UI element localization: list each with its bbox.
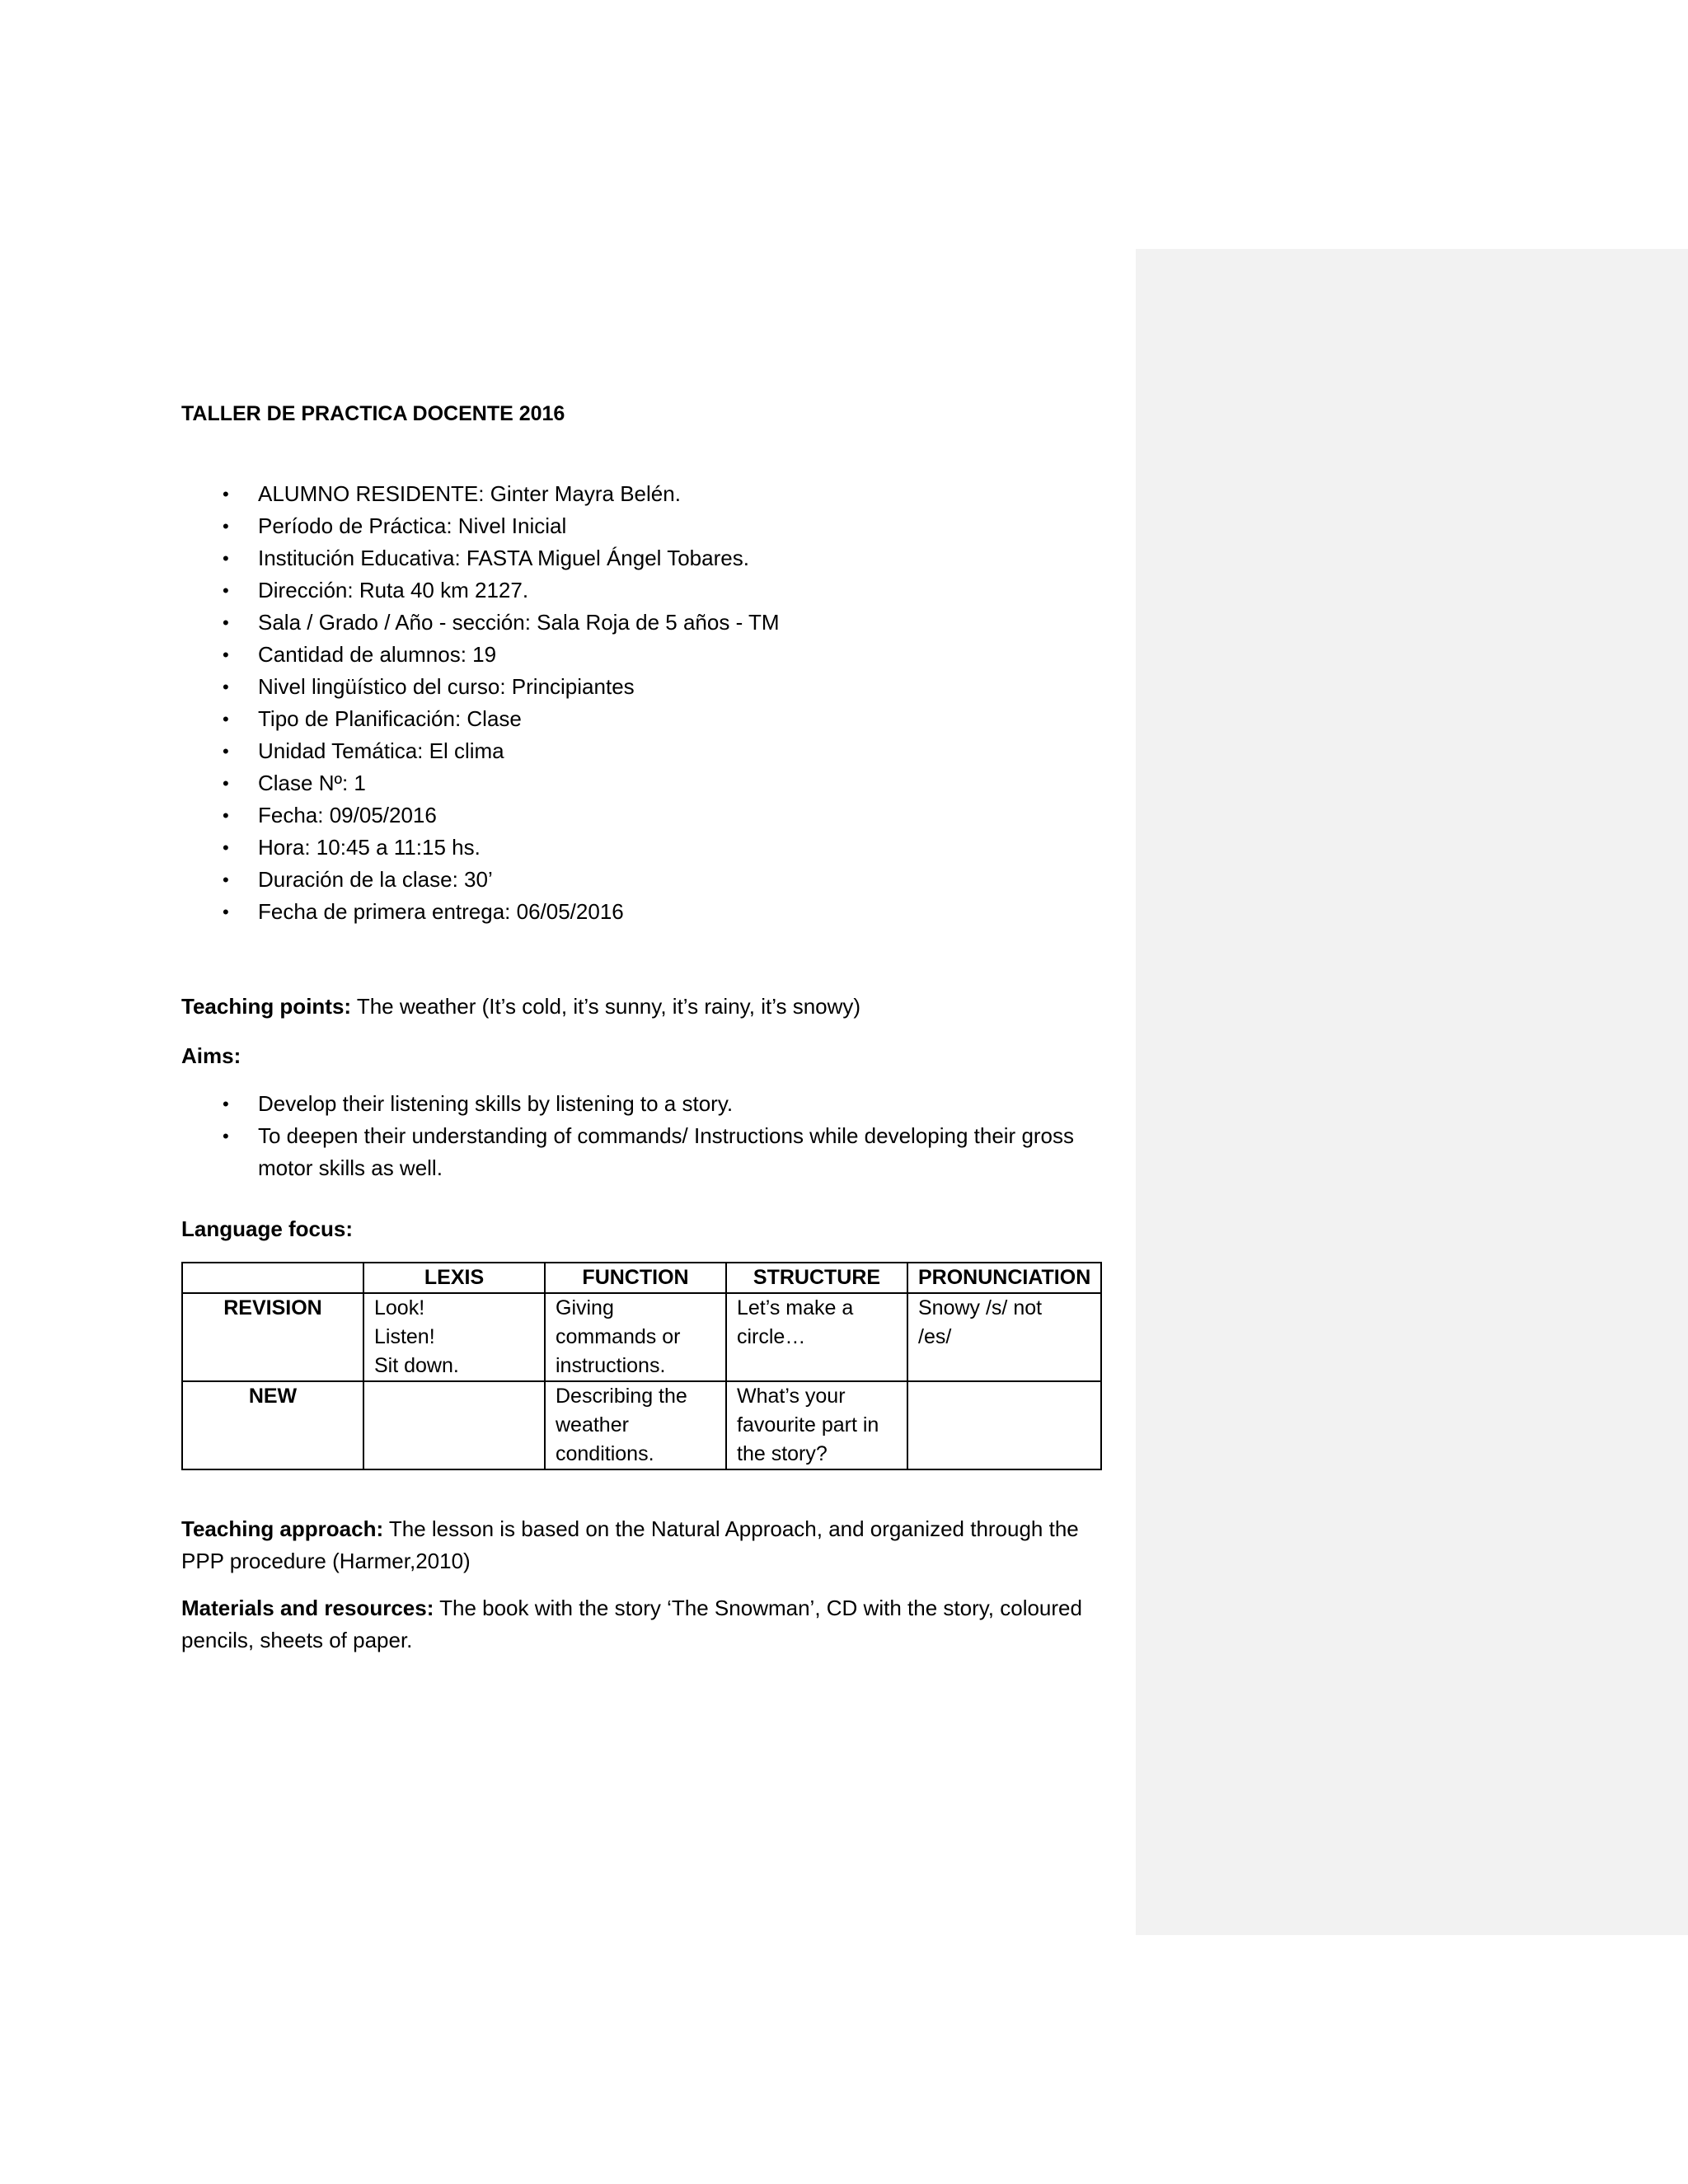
teaching-points [181, 991, 1113, 1023]
bullet-icon: • [223, 484, 229, 504]
lexis-cell [363, 1381, 545, 1469]
bullet-icon: • [223, 869, 229, 890]
materials-text: The book with the story ‘The Snowman’, CD with the story, coloured pencils, sheets of paper. [181, 1596, 1082, 1652]
aims-list [181, 1088, 1113, 1184]
info-list [181, 478, 1113, 928]
function-cell: Giving commands or instructions. [545, 1293, 726, 1381]
bullet-icon: • [223, 709, 229, 729]
teaching-approach-text: The lesson is based on the Natural Approach, and organized through the PPP procedure (Harmer,2010) [181, 1516, 1079, 1573]
list-item: • Clase Nº: 1 [181, 767, 1113, 799]
teaching-approach-label: Teaching approach: [181, 1516, 384, 1541]
bullet-icon: • [223, 773, 229, 794]
bullet-icon: • [223, 644, 229, 665]
list-item: • To deepen their understanding of commands/ Instructions while developing their gross motor skills as well. [181, 1120, 1113, 1184]
language-focus-table [181, 1262, 1102, 1470]
bullet-icon: • [223, 805, 229, 826]
bullet-icon: • [223, 548, 229, 569]
structure-cell: Let’s make a circle… [726, 1293, 907, 1381]
bullet-icon: • [223, 1126, 229, 1146]
list-item: • Duración de la clase: 30’ [181, 864, 1113, 896]
list-item: • Dirección: Ruta 40 km 2127. [181, 574, 1113, 607]
table-header-cell: PRONUNCIATION [907, 1263, 1101, 1293]
teaching-points-label: Teaching points: [181, 994, 352, 1019]
list-item: • Fecha: 09/05/2016 [181, 799, 1113, 832]
list-item: • Hora: 10:45 a 11:15 hs. [181, 832, 1113, 864]
structure-cell: What’s your favourite part in the story? [726, 1381, 907, 1469]
list-item: • Institución Educativa: FASTA Miguel Ángel Tobares. [181, 542, 1113, 574]
bullet-icon: • [223, 837, 229, 858]
bullet-icon: • [223, 677, 229, 697]
row-label: REVISION [182, 1293, 363, 1381]
list-item: • Período de Práctica: Nivel Inicial [181, 510, 1113, 542]
list-item: • Nivel lingüístico del curso: Principiantes [181, 671, 1113, 703]
pronunciation-cell [907, 1381, 1101, 1469]
list-item: • Fecha de primera entrega: 06/05/2016 [181, 896, 1113, 928]
list-item: • ALUMNO RESIDENTE: Ginter Mayra Belén. [181, 478, 1113, 510]
bullet-icon: • [223, 612, 229, 633]
bullet-icon: • [223, 580, 229, 601]
comment-margin-pane [1136, 249, 1688, 1935]
language-focus-heading: Language focus: [181, 1216, 354, 1241]
bullet-icon: • [223, 902, 229, 922]
list-item: • Sala / Grado / Año - sección: Sala Roja de 5 años - TM [181, 607, 1113, 639]
table-header-row [182, 1263, 1101, 1293]
teaching-approach [181, 1513, 1113, 1577]
aims-heading: Aims: [181, 1043, 241, 1068]
list-item: • Tipo de Planificación: Clase [181, 703, 1113, 735]
lexis-cell: Look! Listen! Sit down. [363, 1293, 545, 1381]
bullet-icon: • [223, 741, 229, 762]
function-cell: Describing the weather conditions. [545, 1381, 726, 1469]
materials-and-resources [181, 1592, 1113, 1657]
teaching-points-text: The weather (It’s cold, it’s sunny, it’s rainy, it’s snowy) [351, 994, 861, 1019]
document-title: TALLER DE PRACTICA DOCENTE 2016 [181, 402, 565, 425]
list-item: • Develop their listening skills by listening to a story. [181, 1088, 1113, 1120]
table-row [182, 1293, 1101, 1381]
pronunciation-cell: Snowy /s/ not /es/ [907, 1293, 1101, 1381]
bullet-icon: • [223, 1094, 229, 1114]
bullet-icon: • [223, 516, 229, 537]
table-row [182, 1381, 1101, 1469]
list-item: • Unidad Temática: El clima [181, 735, 1113, 767]
table-header-cell: FUNCTION [545, 1263, 726, 1293]
table-header-cell: STRUCTURE [726, 1263, 907, 1293]
materials-label: Materials and resources: [181, 1596, 434, 1620]
table-header-cell [182, 1263, 363, 1293]
row-label: NEW [182, 1381, 363, 1469]
table-header-cell: LEXIS [363, 1263, 545, 1293]
list-item: • Cantidad de alumnos: 19 [181, 639, 1113, 671]
